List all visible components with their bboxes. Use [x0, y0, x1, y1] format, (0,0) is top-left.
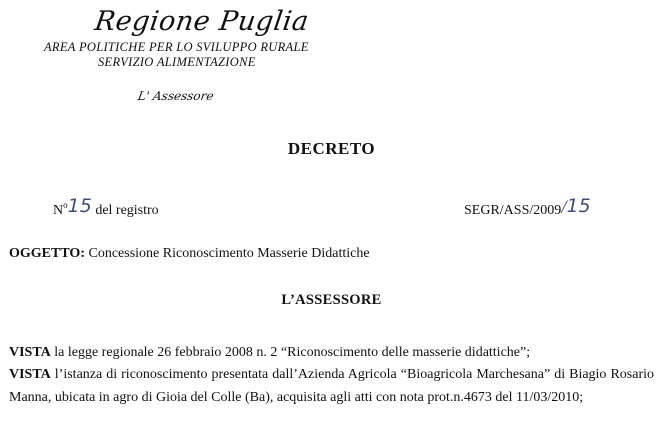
region-logo-text: Regione Puglia	[92, 6, 311, 37]
paragraph-text: la legge regionale 26 febbraio 2008 n. 2 “Riconoscimento delle masserie didattiche”;	[54, 345, 531, 360]
handwritten-number: 15	[67, 195, 92, 217]
assessore-mark: L' Assessore	[136, 89, 215, 103]
protocol-prefix: SEGR/ASS/2009	[464, 203, 562, 218]
paragraph-text: l’istanza di riconoscimento presentata dall’Azienda Agricola “Bioagricola Marchesana” di Biagio Rosario Manna, ubicata in agro di Gioia del Colle (Ba), acquisita agli atti con nota prot.n.4673 del 11/03/2010;	[9, 367, 655, 405]
register-number	[53, 197, 159, 219]
subject-line	[9, 246, 370, 262]
department-name: AREA POLITICHE PER LO SVILUPPO RURALE	[44, 40, 309, 54]
number-superscript: o	[63, 200, 68, 210]
protocol-handwritten-number: 15	[566, 195, 591, 217]
protocol-slash: /	[561, 197, 567, 218]
subject-label: OGGETTO:	[9, 246, 85, 261]
register-label: del registro	[95, 203, 159, 218]
paragraph	[9, 364, 654, 409]
paragraph-lead: VISTA	[9, 345, 51, 360]
section-heading: L’ASSESSORE	[281, 292, 382, 308]
document-title: DECRETO	[287, 139, 376, 158]
number-prefix: N	[53, 203, 64, 218]
service-name: SERVIZIO ALIMENTAZIONE	[98, 55, 256, 69]
paragraph-lead: VISTA	[9, 367, 51, 382]
protocol-number	[464, 197, 591, 220]
subject-text: Concessione Riconoscimento Masserie Didattiche	[88, 246, 370, 261]
paragraph	[9, 342, 654, 365]
